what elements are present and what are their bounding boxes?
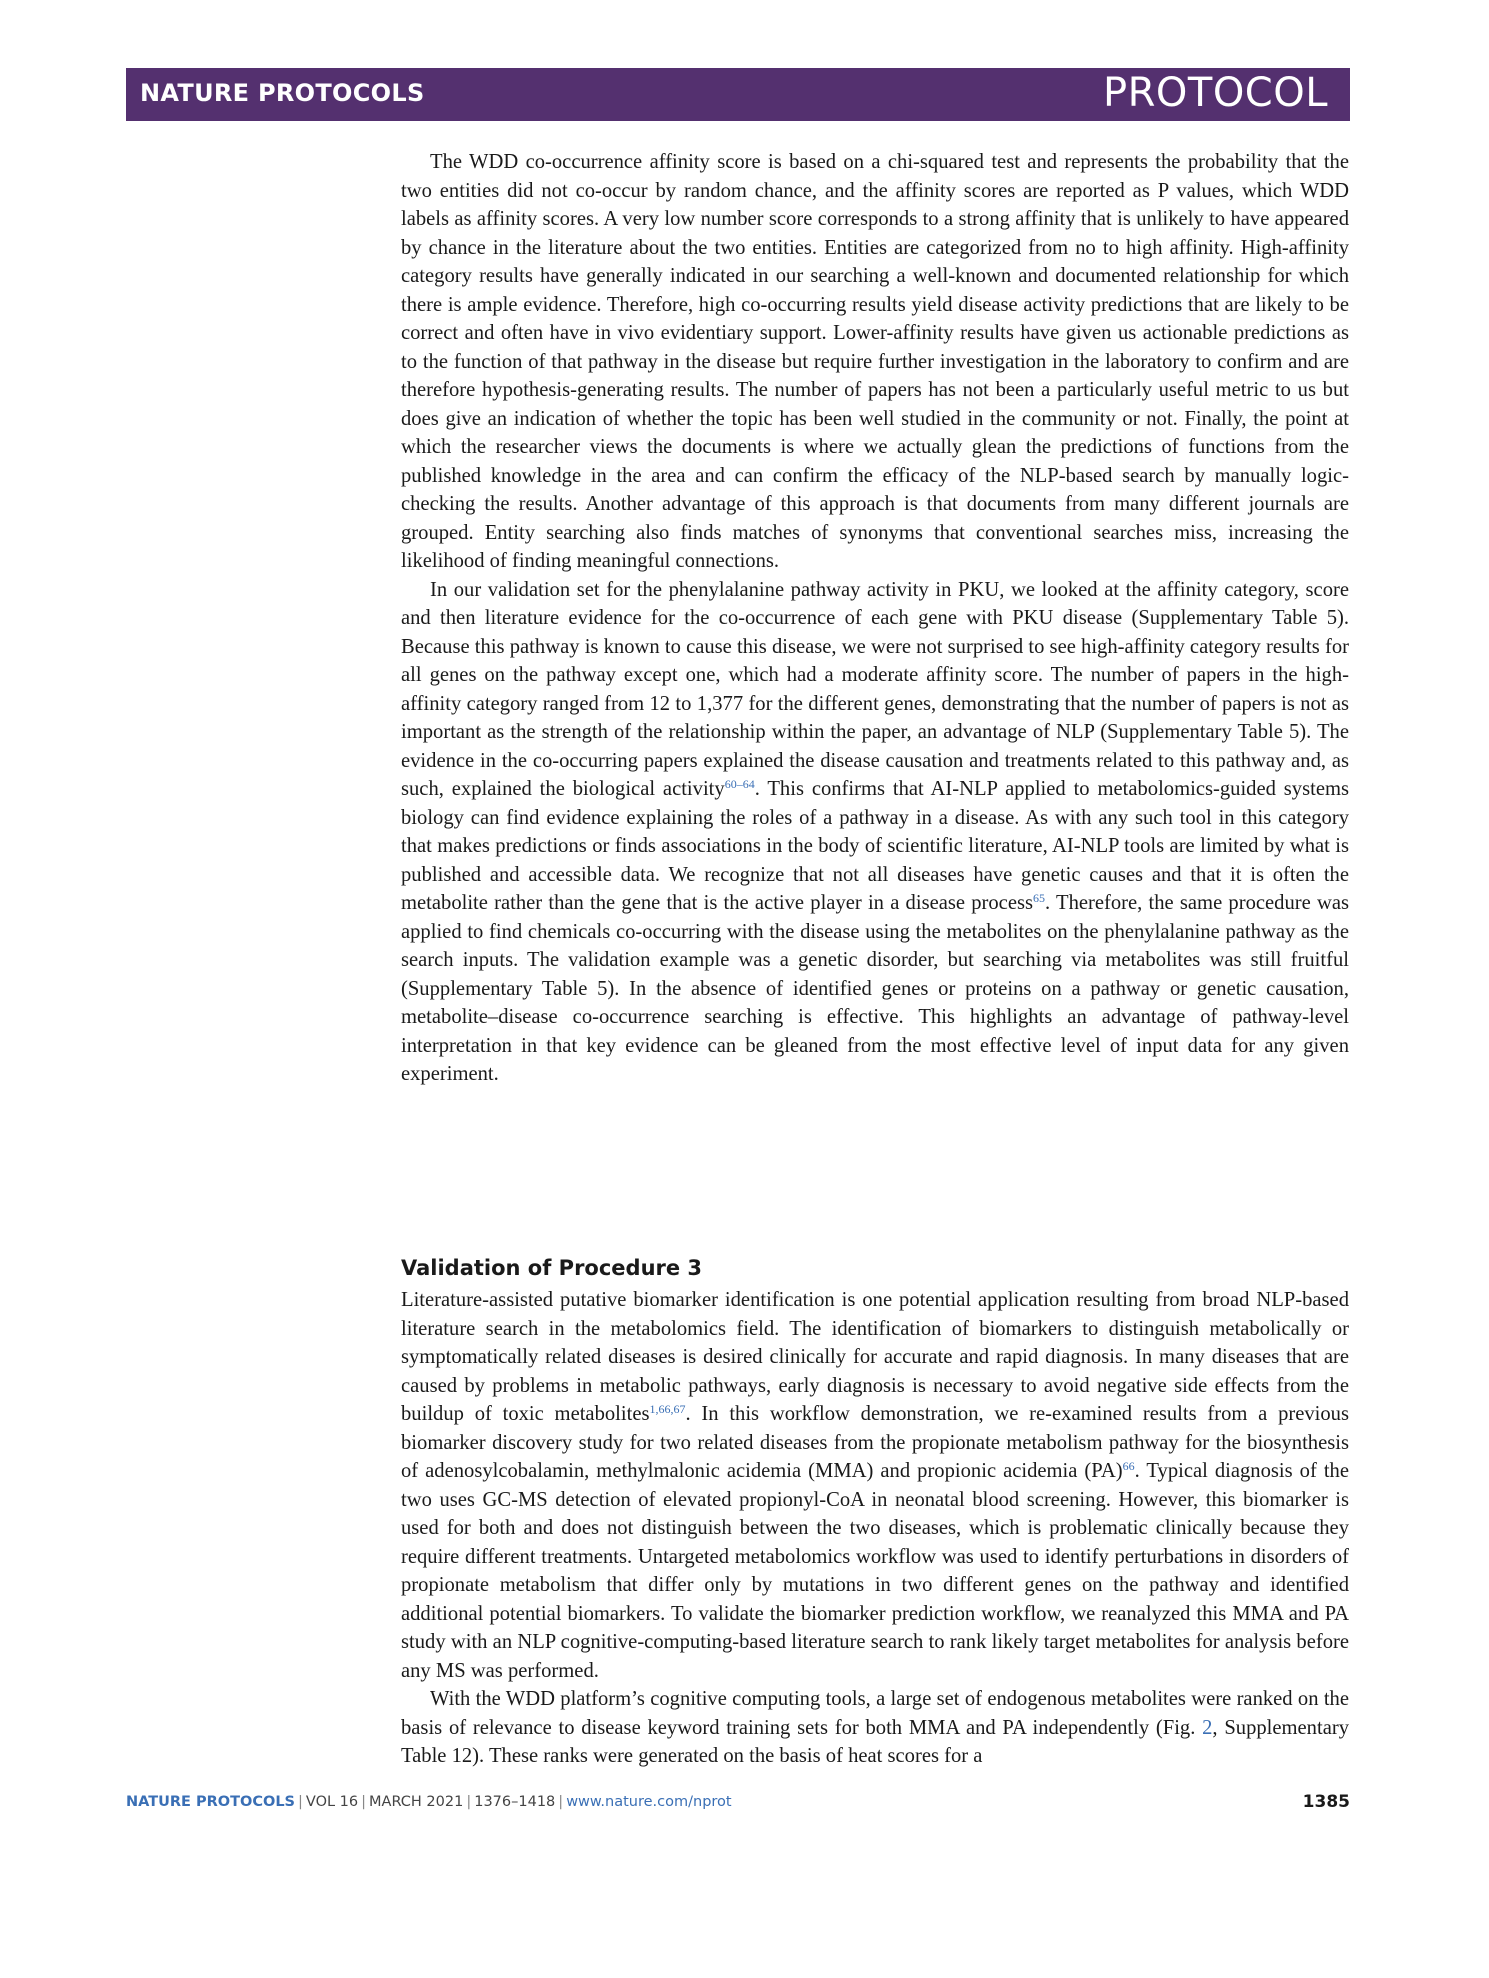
citation-ref[interactable]: 60–64 <box>724 777 755 791</box>
paragraph-affinity-score: The WDD co-occurrence affinity score is based on a chi-squared test and represents the probability that the two entities did not co-occur by random chance, and the affinity scores are reported as P values, which WDD labels as affinity scores. A very low number score corresponds to a strong affinity that is unlikely to have appeared by chance in the literature about the two entities. Entities are categorized from no to high affinity. High-affinity category results have generally indicated in our searching a well-known and documented relationship for which there is ample evidence. Therefore, high co-occurring results yield disease activity predictions that are likely to be correct and often have in vivo evidentiary support. Lower-affinity results have given us actionable predictions as to the function of that pathway in the disease but require further investigation in the laboratory to confirm and are therefore hypothesis-generating results. The number of papers has not been a particularly useful metric to us but does give an indication of whether the topic has been well studied in the community or not. Finally, the point at which the researcher views the documents is where we actually glean the predictions of functions from the published knowledge in the area and can confirm the efficacy of the NLP-based search by manually logic-checking the results. Another advantage of this approach is that documents from many different journals are grouped. Entity searching also finds matches of synonyms that conventional searches miss, increasing the likelihood of finding meaningful connections. <box>401 151 1349 572</box>
article-type: PROTOCOL <box>1102 70 1328 116</box>
paragraph-pku-validation: In our validation set for the phenylalanine pathway activity in PKU, we looked at the affinity category, score and then literature evidence for the co-occurrence of each gene with PKU disease (Supplementary Table 5). Because this pathway is known to cause this disease, we were not surprised to see high-affinity category results for all genes on the pathway except one, which had a moderate affinity score. The number of papers in the high-affinity category ranged from 12 to 1,377 for the different genes, demonstrating that the number of papers is not as important as the strength of the relationship within the paper, an advantage of NLP (Supplementary Table 5). The evidence in the co-occurring papers explained the disease causation and treatments related to this pathway and, as such, explained the biological activity$^{60-64}$. This confirms that AI-NLP applied to metabolomics-guided systems biology can find evidence explaining the roles of a pathway in a disease. As with any such tool in this category that makes predictions or finds associations in the body of scientific literature, AI-NLP tools are limited by what is published and accessible data. We recognize that not all diseases have genetic causes and that it is often the metabolite rather than the gene that is the active player in a disease process$^{65}$. Therefore, the same procedure was applied to find chemicals co-occurring with the disease using the metabolites on the phenylalanine pathway as the search inputs. The validation example was a genetic disorder, but searching via metabolites was still fruitful (Supplementary Table 5). In the absence of identified genes or proteins on a pathway or genetic causation, metabolite–disease co-occurrence searching is effective. This highlights an advantage of pathway-level interpretation in that key evidence can be gleaned from the most effective level of input data for any given experiment. <box>401 578 1349 1085</box>
page-footer: NATURE PROTOCOLS | VOL 16 | MARCH 2021 | 1376–1418 | www.nature.com/nprot 1385 <box>126 1792 1350 1812</box>
footer-url[interactable]: www.nature.com/nprot <box>566 1794 732 1810</box>
citation-ref[interactable]: 1,66,67 <box>649 1402 686 1416</box>
footer-volume: VOL 16 <box>305 1794 359 1810</box>
body-text <box>401 148 1349 1089</box>
footer-date: MARCH 2021 <box>369 1794 464 1810</box>
figure-link[interactable]: 2 <box>1202 1716 1213 1739</box>
citation-ref[interactable]: 65 <box>1033 891 1045 905</box>
paragraph-wdd-ranking: With the WDD platform’s cognitive computing tools, a large set of endogenous metabolites were ranked on the basis of relevance to disease keyword training sets for both MMA and PA independently (Fig. 2, Supplementary Table 12). These ranks were generated on the basis of heat scores for a <box>401 1688 1349 1767</box>
paragraph-biomarker-identification: Literature-assisted putative biomarker identification is one potential application resulting from broad NLP-based literature search in the metabolomics field. The identification of biomarkers to distinguish metabolically or symptomatically related diseases is desired clinically for accurate and rapid diagnosis. In many diseases that are caused by problems in metabolic pathways, early diagnosis is necessary to avoid negative side effects from the buildup of toxic metabolites$^{1,66,67}$. In this workflow demonstration, we re-examined results from a previous biomarker discovery study for two related diseases from the propionate metabolism pathway for the biosynthesis of adenosylcobalamin, methylmalonic acidemia (MMA) and propionic acidemia (PA)$^{66}$. Typical diagnosis of the two uses GC-MS detection of elevated propionyl-CoA in neonatal blood screening. However, this biomarker is used for both and does not distinguish between the two diseases, which is problematic clinically because they require different treatments. Untargeted metabolomics workflow was used to identify perturbations in disorders of propionate metabolism that differ only by mutations in two different genes on the pathway and identified additional potential biomarkers. To validate the biomarker prediction workflow, we reanalyzed this MMA and PA study with an NLP cognitive-computing-based literature search to rank likely target metabolites for analysis before any MS was performed. <box>401 1289 1349 1682</box>
section-body-text <box>401 1286 1349 1771</box>
journal-name: NATURE PROTOCOLS <box>140 79 425 107</box>
journal-header-bar <box>126 68 1350 121</box>
footer-pages: 1376–1418 <box>474 1794 556 1810</box>
citation-ref[interactable]: 66 <box>1122 1459 1135 1473</box>
page-number: 1385 <box>1302 1792 1350 1812</box>
section-heading: Validation of Procedure 3 <box>401 1256 703 1280</box>
footer-journal: NATURE PROTOCOLS <box>126 1794 296 1810</box>
